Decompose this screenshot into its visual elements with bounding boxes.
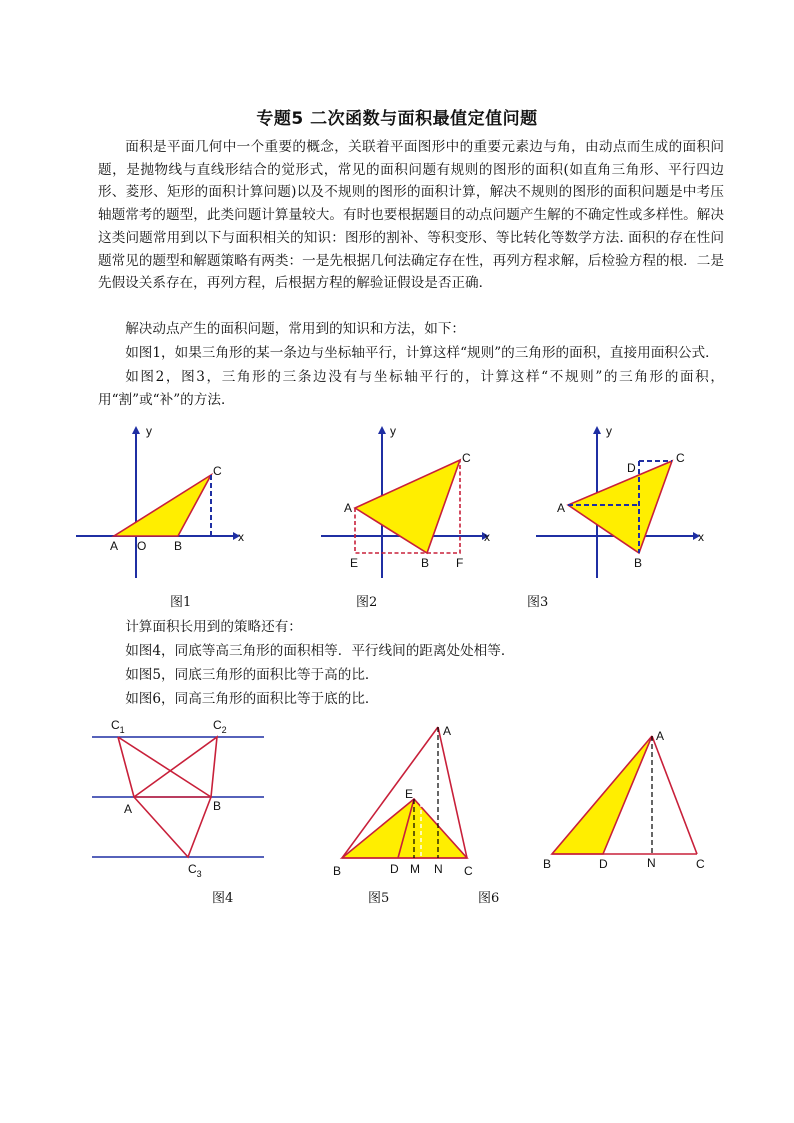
point-c-label: C (462, 451, 471, 465)
point-c3-label: $C_3$ (188, 862, 202, 879)
point-a-label: A (557, 501, 566, 515)
fig1-description: 如图1，如果三角形的某一条边与坐标轴平行，计算这样“规则”的三角形的面积，直接用面积公式． (125, 345, 719, 361)
intro-paragraph: 面积是平面几何中一个重要的概念，关联着平面图形中的重要元素边与角，由动点而生成的面积问题，是抛物线与直线形结合的觉形式，常见的面积问题有规则的图形的面积(如直角三角形、平行四边形、菱形、矩形的面积计算问题)以及不规则的图形的面积计算，解决不规则的图形的面积问题是中考压轴题常考的题型，此类问题计算量较大。有时也要根据题目的动点问题产生解的不确定性或多样性。解决这类问题常用到以下与面积相关的知识：图形的割补、等积变形、等比转化等数学方法. 面积的存在性问题常见的题型和解题策略有两类：一是先根据几何法确定存在性，再列方程求解，后检验方程的根．二是先假设关系存在，再列方程，后根据方程的解验证假设是否正确． (98, 139, 724, 292)
y-axis-arrow (593, 426, 601, 434)
fig6-caption: 图6 (478, 891, 500, 906)
page-title: 专题5 二次函数与面积最值定值问题 (256, 109, 538, 129)
y-label: y (146, 424, 152, 438)
figure-6 (540, 715, 720, 880)
y-axis-arrow (132, 426, 140, 434)
point-b-label: B (543, 857, 552, 871)
triangle-below (134, 797, 211, 857)
point-n-label: N (647, 856, 656, 870)
point-a-label: A (656, 729, 665, 743)
point-c-label: C (696, 857, 705, 871)
x-label: x (484, 530, 490, 544)
figure-5 (330, 715, 490, 880)
fig23-description: 如图2，图3，三角形的三条边没有与坐标轴平行的，计算这样“不规则”的三角形的面积，用“割”或“补”的方法． (98, 369, 724, 408)
fig5-description: 如图5，同底三角形的面积比等于高的比． (125, 667, 379, 683)
point-a-label: A (110, 539, 119, 553)
fig5-caption: 图5 (368, 891, 390, 906)
y-label: y (606, 424, 612, 438)
figure-3 (530, 420, 720, 585)
fig2-caption: 图2 (356, 595, 378, 610)
origin-label: O (137, 539, 147, 553)
point-b-label: B (634, 556, 643, 570)
triangle-abd (552, 736, 652, 854)
point-d-label: D (390, 862, 399, 876)
side-ac (652, 736, 697, 854)
x-label: x (698, 530, 704, 544)
point-e-label: E (350, 556, 359, 570)
x-label: x (238, 530, 244, 544)
point-c1-label: $C_1$ (111, 718, 125, 735)
methods-intro: 解决动点产生的面积问题，常用到的知识和方法，如下： (125, 321, 466, 337)
point-m-label: M (410, 862, 420, 876)
triangle-ebc (342, 799, 467, 858)
triangle-abc (114, 475, 211, 536)
triangle-abc (355, 460, 460, 553)
point-d-label: D (599, 857, 608, 871)
fig6-description: 如图6，同高三角形的面积比等于底的比． (125, 691, 379, 707)
point-c2-label: $C_2$ (213, 718, 227, 735)
triangle-abc (568, 461, 672, 553)
point-c-label: C (213, 464, 222, 478)
point-n-label: N (434, 862, 443, 876)
figure-2 (315, 420, 505, 585)
point-c-label: C (676, 451, 685, 465)
point-b-label: B (421, 556, 430, 570)
strategy-intro: 计算面积长用到的策略还有： (125, 619, 302, 635)
fig1-caption: 图1 (170, 595, 192, 610)
y-label: y (390, 424, 396, 438)
fig3-caption: 图3 (527, 595, 549, 610)
point-c-label: C (464, 864, 473, 878)
point-e-label: E (405, 787, 414, 801)
point-b-label: B (333, 864, 342, 878)
y-axis-arrow (378, 426, 386, 434)
figure-1 (70, 420, 260, 585)
fig4-description: 如图4，同底等高三角形的面积相等．平行线间的距离处处相等． (125, 643, 515, 659)
point-a-label: A (124, 802, 133, 816)
point-d-label: D (627, 461, 636, 475)
figure-4 (90, 715, 270, 880)
point-f-label: F (456, 556, 464, 570)
point-b-label: B (213, 799, 222, 813)
fig4-caption: 图4 (212, 891, 234, 906)
point-b-label: B (174, 539, 183, 553)
point-a-label: A (344, 501, 353, 515)
point-a-label: A (443, 724, 452, 738)
